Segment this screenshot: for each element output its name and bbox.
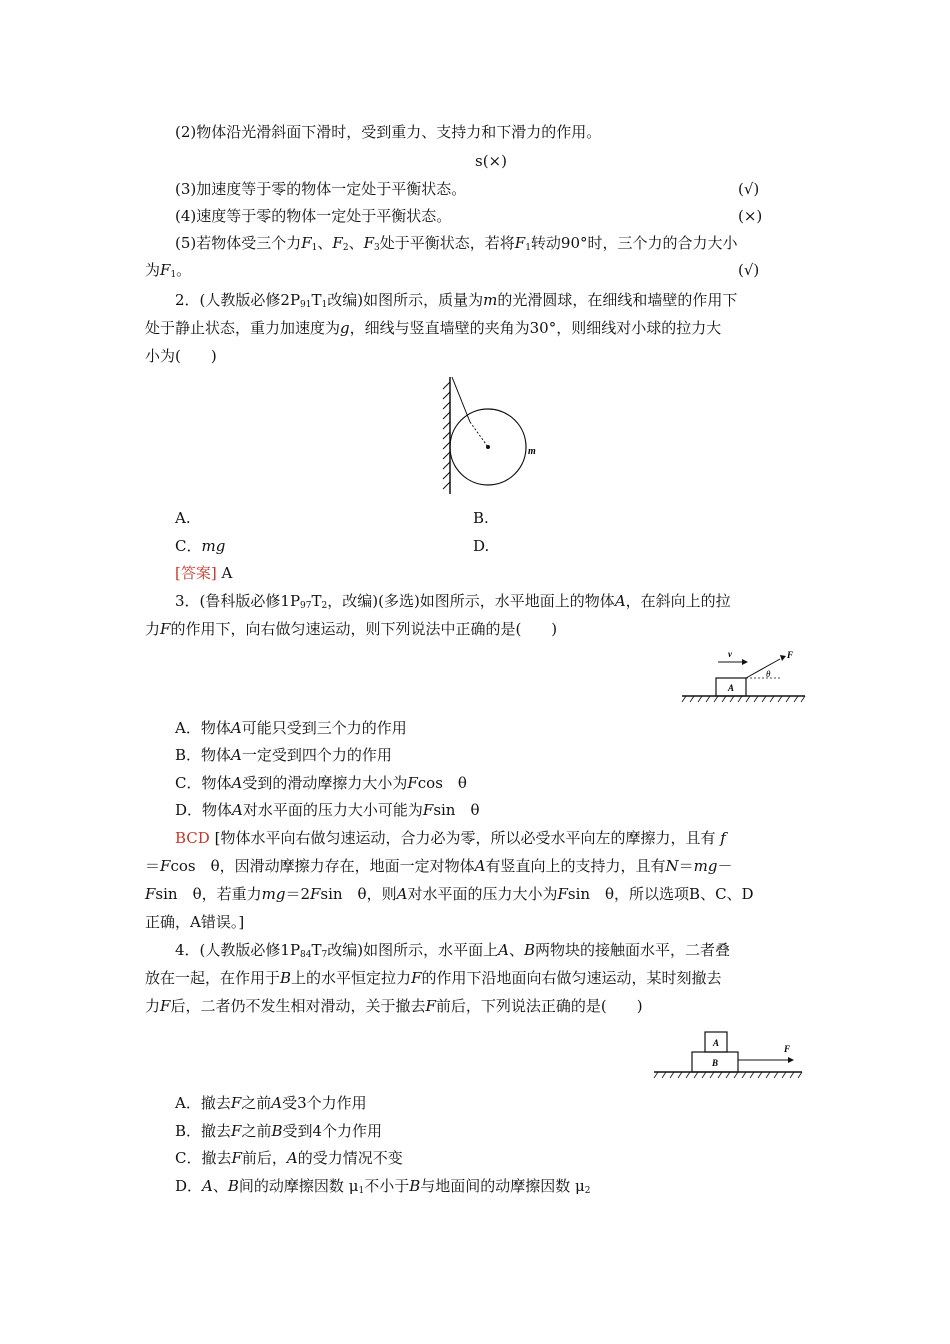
q2-answer: [答案] A bbox=[175, 564, 233, 582]
judgment-item-5-line1: (5)若物体受三个力$F_1$、$F_2$、$F_3$处于平衡状态，若将$F_1$转动90°时，三个力的合力大小 bbox=[175, 234, 738, 253]
judgment-item-2-mark: s(×) bbox=[475, 152, 507, 170]
q2-option-a[interactable]: A. bbox=[175, 509, 191, 527]
q2-option-b[interactable]: B. bbox=[473, 509, 489, 527]
q4-line2: 放在一起，在作用于B上的水平恒定拉力F的作用下沿地面向右做匀速运动，某时刻撤去 bbox=[145, 969, 722, 987]
q3-line2: 力F的作用下，向右做匀速运动，则下列说法中正确的是( ) bbox=[145, 620, 558, 638]
q4-line3: 力F后，二者仍不发生相对滑动，关于撤去F前后，下列说法正确的是( ) bbox=[145, 997, 643, 1015]
judgment-item-4: (4)速度等于零的物体一定处于平衡状态。 bbox=[175, 207, 452, 225]
q3-option-b[interactable]: B．物体A一定受到四个力的作用 bbox=[175, 746, 392, 764]
judgment-item-3-mark: (√) bbox=[738, 180, 760, 198]
q3-option-d[interactable]: D．物体A对水平面的压力大小可能为Fsin θ bbox=[175, 801, 480, 819]
q3-figure-velocity-label: v bbox=[728, 649, 732, 659]
q4-option-c[interactable]: C．撤去F前后，A的受力情况不变 bbox=[175, 1149, 403, 1167]
q4-option-d[interactable]: D．A、B间的动摩擦因数 $\mu_1$不小于B与地面间的动摩擦因数 $\mu_2$ bbox=[175, 1177, 591, 1196]
q2-option-d[interactable]: D. bbox=[473, 537, 490, 555]
q2-line2: 处于静止状态，重力加速度为g，细线与竖直墙壁的夹角为30°，则细线对小球的拉力大 bbox=[145, 319, 722, 337]
q4-figure-block-b-label: B bbox=[712, 1058, 719, 1068]
q2-figure-mass-label: m bbox=[528, 446, 536, 457]
q4-figure-force-label: F bbox=[784, 1044, 791, 1054]
q3-figure-force-label: F bbox=[787, 650, 794, 660]
q3-figure-block-label: A bbox=[728, 683, 735, 693]
judgment-item-2: (2)物体沿光滑斜面下滑时，受到重力、支持力和下滑力的作用。 bbox=[175, 123, 602, 141]
judgment-item-5-mark: (√) bbox=[738, 261, 760, 279]
q2-option-c[interactable]: C．mg bbox=[175, 537, 226, 555]
q3-explanation-line3: Fsin θ，若重力mg＝2Fsin θ，则A对水平面的压力大小为Fsin θ，所以选项B、C、D bbox=[145, 885, 754, 903]
q3-explanation-line4: 正确，A错误。] bbox=[145, 913, 245, 931]
q2-line3: 小为( ) bbox=[145, 347, 217, 365]
q4-option-a[interactable]: A．撤去F之前A受3个力作用 bbox=[175, 1094, 367, 1112]
q3-explanation-line1: BCD [物体水平向右做匀速运动，合力必为零，所以必受水平向左的摩擦力，且有 f bbox=[175, 829, 726, 847]
q3-figure bbox=[680, 646, 810, 708]
q4-option-b[interactable]: B．撤去F之前B受到4个力作用 bbox=[175, 1122, 383, 1140]
judgment-item-5-line2: 为$F_1$。 bbox=[145, 261, 192, 280]
q2-figure bbox=[440, 372, 550, 497]
q3-option-c[interactable]: C．物体A受到的滑动摩擦力大小为Fcos θ bbox=[175, 774, 467, 792]
q3-explanation-line2: ＝Fcos θ，因滑动摩擦力存在，地面一定对物体A有竖直向上的支持力，且有N＝mg－ bbox=[145, 857, 733, 875]
judgment-item-3: (3)加速度等于零的物体一定处于平衡状态。 bbox=[175, 180, 467, 198]
q3-figure-angle-label: θ bbox=[766, 669, 771, 679]
q3-line1: 3．(鲁科版必修$1P_{97}T_2$，改编)(多选)如图所示，水平地面上的物体A，在斜向上的拉 bbox=[175, 592, 731, 611]
q3-option-a[interactable]: A．物体A可能只受到三个力的作用 bbox=[175, 719, 407, 737]
judgment-item-4-mark: (×) bbox=[738, 207, 763, 225]
q2-line1: 2．(人教版必修$2P_{91}T_1$改编)如图所示，质量为m的光滑圆球，在细线和墙壁的作用下 bbox=[175, 291, 738, 310]
q4-figure-block-a-label: A bbox=[713, 1038, 720, 1048]
q4-figure bbox=[652, 1024, 808, 1084]
q4-line1: 4．(人教版必修$1P_{84}T_7$改编)如图所示，水平面上A、B两物块的接触面水平，二者叠 bbox=[175, 941, 731, 960]
